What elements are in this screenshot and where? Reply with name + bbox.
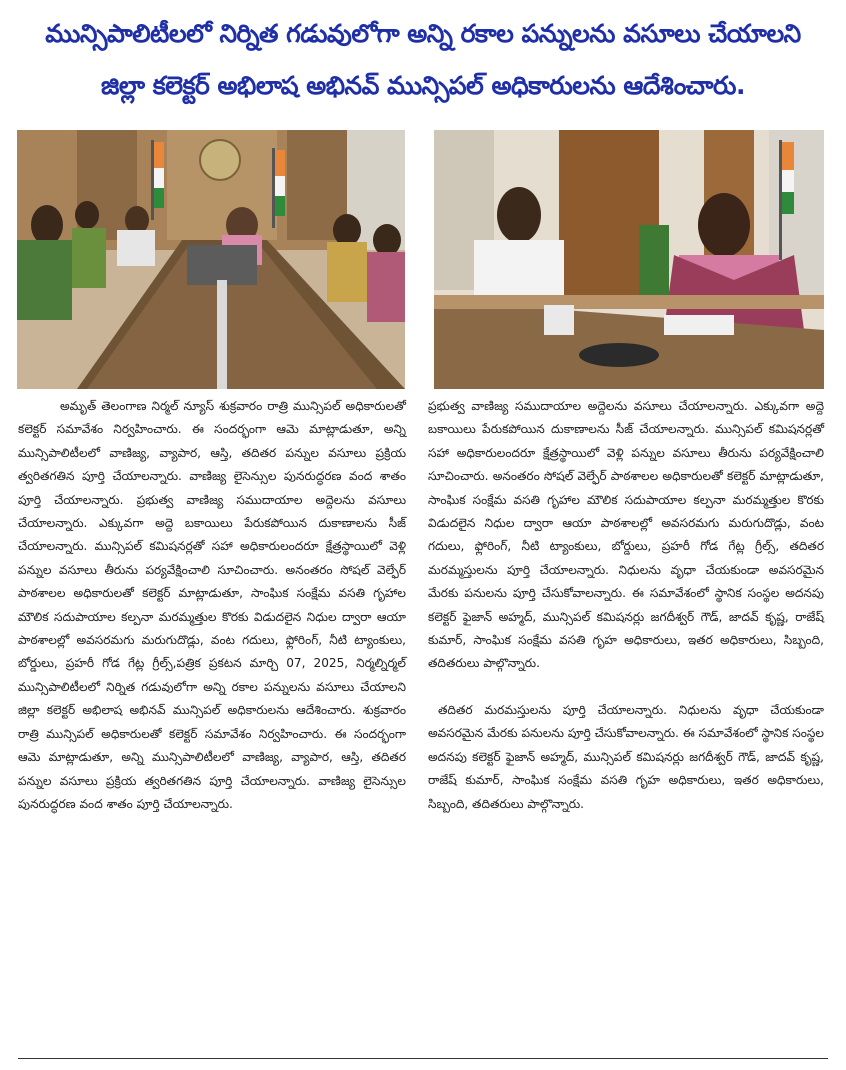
headline-line-2: జిల్లా కలెక్టర్ అభిలాష అభినవ్ మున్సిపల్ అధికారులను ఆదేశించారు. (101, 71, 745, 100)
article-right-paragraph-1: ప్రభుత్వ వాణిజ్య సముదాయాల అద్దెలను వసూలు చేయాలన్నారు. ఎక్కువగా అద్దె బకాయిలు పేరుకపోయిన దుకాణాలను సీజ్ చేయాలన్నారు. మున్సిపల్ కమిషనర్లతో సహా అధికారులందరూ క్షేత్రస్థాయిలో వెళ్లి పన్నుల వసూలు తీరును పర్యవేక్షించాలి సూచించారు. అనంతరం సోషల్ వెల్ఫేర్ పాఠశాలల అధికారులతో కలెక్టర్ మాట్లాడుతూ, సాంఘిక సంక్షేమ వసతి గృహాల మౌలిక సదుపాయాల కల్పనా మరమ్మత్తుల కొరకు విడుదలైన నిధుల ద్వారా ఆయా పాఠశాలల్లో అవసరమగు మరుగుదొడ్లు, వంట గదులు, ఫ్లోరింగ్, నీటి ట్యాంకులు, బోర్డులు, ప్రహరీ గోడ గేట్ల గ్రీల్స్, తదితర మరమ్మస్తులను పూర్తి చేయాలన్నారు. నిధులను వృధా చేయకుండా అవసరమైన మేరకు పనులను పూర్తి చేసుకోవాలన్నారు. ఈ సమావేశంలో స్థానిక సంస్థల అదనపు కలెక్టర్ ఫైజాన్ అహ్మద్, మున్సిపల్ కమిషనర్లు జగదీశ్వర్ గౌడ్, జాదవ్ కృష్ణ, రాజేష్ కుమార్, సాంఘిక సంక్షేమ వసతి గృహ అధికారులు, ఇతర అధికారులు, సిబ్బంది, తదితరులు పాల్గొన్నారు. (428, 399, 824, 671)
bottom-divider (18, 1058, 828, 1059)
article-left-column (18, 395, 406, 816)
article-left-text: అమృత్ తెలంగాణ నిర్మల్ న్యూస్ శుక్రవారం రాత్రి మున్సిపల్ అధికారులతో కలెక్టర్ సమావేశం నిర్వహించారు. ఈ సందర్భంగా ఆమె మాట్లాడుతూ, అన్ని మున్సిపాలిటీలలో వాణిజ్య, వ్యాపార, ఆస్తి, తదితర పన్నుల వసూలు ప్రక్రియ త్వరితగతిన పూర్తి చేయాలన్నారు. వాణిజ్య లైసెన్సుల పునరుద్ధరణ వంద శాతం పూర్తి చేయాలన్నారు. ప్రభుత్వ వాణిజ్య సముదాయాల అద్దెలను వసూలు చేయాలన్నారు. ఎక్కువగా అద్దె బకాయిలు పేరుకపోయిన దుకాణాలను సీజ్ చేయాలన్నారు. మున్సిపల్ కమిషనర్లతో సహా అధికారులందరూ క్షేత్రస్థాయిలో వెళ్లి పన్నుల వసూలు తీరును పర్యవేక్షించాలి సూచించారు. అనంతరం సోషల్ వెల్ఫేర్ పాఠశాలల అధికారులతో కలెక్టర్ మాట్లాడుతూ, సాంఘిక సంక్షేమ వసతి గృహాల మౌలిక సదుపాయాల కల్పనా మరమ్మత్తుల కొరకు విడుదలైన నిధుల ద్వారా ఆయా పాఠశాలల్లో అవసరమగు మరుగుదొడ్లు, వంట గదులు, ఫ్లోరింగ్, నీటి ట్యాంకులు, బోర్డులు, ప్రహరీ గోడ గేట్ల గ్రీల్స్,పత్రిక ప్రకటన మార్చి 07, 2025, నిర్మల్నిర్మల్ మున్సిపాలిటీలలో నిర్నిత గడువులోగా అన్ని రకాల పన్నులను వసూలు చేయాలని జిల్లా కలెక్టర్ అభిలాష అభినవ్ మున్సిపల్ అధికారులను ఆదేశించారు. శుక్రవారం రాత్రి మున్సిపల్ అధికారులతో కలెక్టర్ సమావేశం నిర్వహించారు. ఈ సందర్భంగా ఆమె మాట్లాడుతూ, అన్ని మున్సిపాలిటీలలో వాణిజ్య, వ్యాపార, ఆస్తి, తదితర పన్నుల వసూలు ప్రక్రియ త్వరితగతిన పూర్తి చేయాలన్నారు. వాణిజ్య లైసెన్సుల పునరుద్ధరణ వంద శాతం పూర్తి చేయాలన్నారు. (18, 399, 406, 811)
headline-line-1: మున్సిపాలిటీలలో నిర్నిత గడువులోగా అన్ని రకాల పన్నులను వసూలు చేయాలని (45, 19, 801, 48)
article-right-paragraph-2: తదితర మరమస్తులను పూర్తి చేయాలన్నారు. నిధులను వృధా చేయకుండా అవసరమైన మేరకు పనులను పూర్తి చేసుకోవాలన్నారు. ఈ సమావేశంలో స్థానిక సంస్థల అదనపు కలెక్టర్ ఫైజాన్ అహ్మద్, మున్సిపల్ కమిషనర్లు జగదీశ్వర్ గౌడ్, జాదవ్ కృష్ణ, రాజేష్ కుమార్, సాంఘిక సంక్షేమ వసతి గృహ అధికారులు, ఇతర అధికారులు, సిబ్బంది, తదితరులు పాల్గొన్నారు. (428, 702, 824, 811)
officials-photo (434, 130, 824, 389)
article-right-column (428, 395, 824, 816)
meeting-photo (17, 130, 405, 389)
meeting-photo-illustration (17, 130, 405, 389)
headline (18, 8, 828, 112)
officials-photo-illustration (434, 130, 824, 389)
